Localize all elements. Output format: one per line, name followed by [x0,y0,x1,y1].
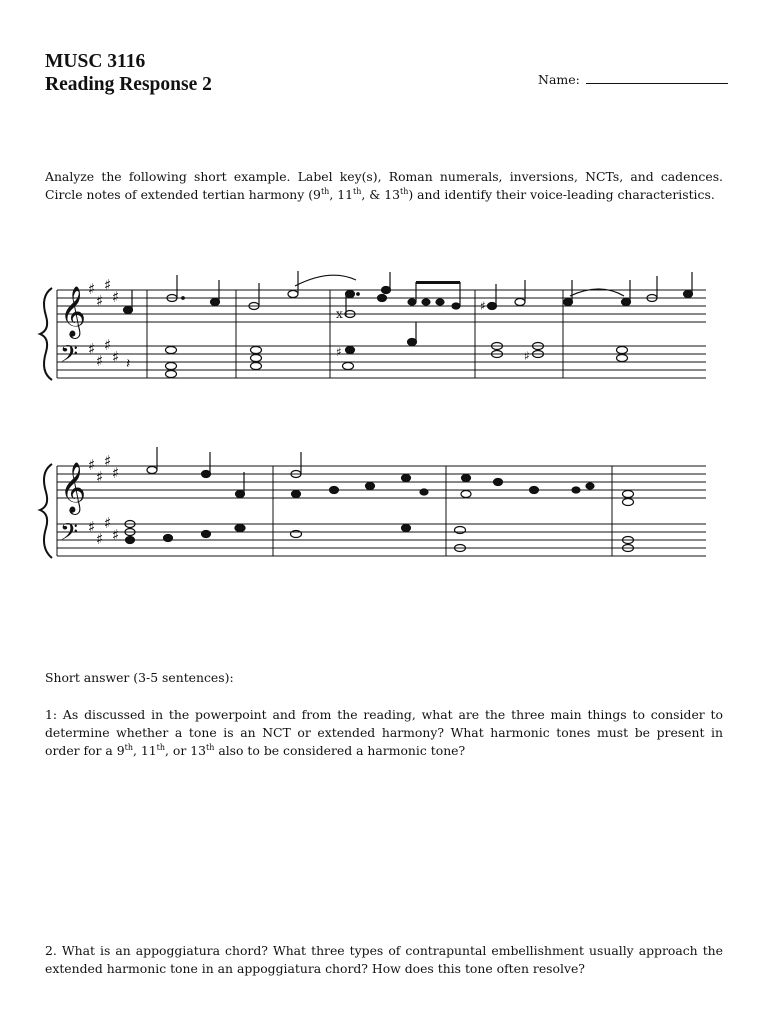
assignment-title: Reading Response 2 [45,74,212,95]
svg-text:♯: ♯ [112,288,120,306]
svg-text:♯: ♯ [96,530,104,548]
key-signature [88,276,119,548]
instructions-line-2: Circle notes of extended tertian harmony (9th, 11th, & 13th) and identify their voice-leading characteristics. [45,186,715,202]
svg-text:♯: ♯ [336,345,342,359]
svg-text:♯: ♯ [112,464,120,482]
treble-clef-icon: 𝄞 [60,286,87,337]
question-2: 2. What is an appoggiatura chord? What three types of contrapuntal embellishment usually approach the extended harmonic tone in an appoggiatura chord? How does this tone often resolve? [45,943,723,976]
notes-system-2 [125,447,634,552]
system2-treble-staff [57,466,706,498]
svg-text:♯: ♯ [112,526,120,544]
svg-text:𝄽: 𝄽 [126,356,131,372]
svg-text:♯: ♯ [104,514,112,532]
treble-clef-icon-2: 𝄞 [60,462,87,513]
svg-text:♯: ♯ [104,276,112,294]
svg-text:♯: ♯ [524,349,530,363]
svg-text:♯: ♯ [88,518,96,536]
bass-clef-icon: 𝄢 [60,340,79,373]
svg-text:♯: ♯ [88,456,96,474]
svg-text:♯: ♯ [480,299,486,313]
svg-text:♯: ♯ [96,468,104,486]
course-code: MUSC 3116 [45,51,146,72]
svg-text:♯: ♯ [96,352,104,370]
brace [40,288,52,558]
bass-clef-icon-2: 𝄢 [60,518,79,551]
instructions-line-1: Analyze the following short example. Label key(s), Roman numerals, inversions, NCTs, and cadences. [45,169,723,184]
system2-bass-staff [57,524,706,556]
question-1: 1: As discussed in the powerpoint and from the reading, what are the three main things to consider to determine whether a tone is an NCT or extended harmony? What harmonic tones must be present in order for a 9th, 11th, or 13th also to be considered a harmonic tone? [45,707,723,758]
system1-bass-staff [57,346,706,378]
svg-text:♯: ♯ [88,280,96,298]
svg-text:x: x [336,307,343,321]
short-answer-heading: Short answer (3-5 sentences): [45,670,234,685]
svg-text:♯: ♯ [88,340,96,358]
svg-text:♯: ♯ [112,348,120,366]
svg-text:♯: ♯ [96,292,104,310]
name-label: Name: [538,72,580,87]
svg-text:♯: ♯ [104,336,112,354]
svg-text:♯: ♯ [104,452,112,470]
